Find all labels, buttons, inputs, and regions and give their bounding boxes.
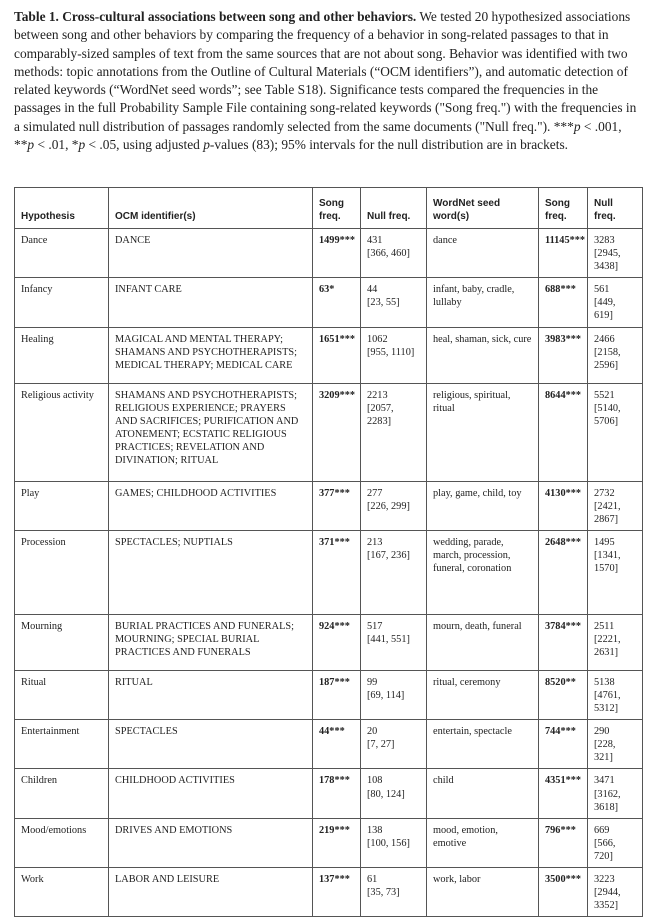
null-interval: [100, 156]	[367, 837, 410, 849]
null-interval: [2945, 3438]	[594, 248, 621, 273]
cell-song-freq-ocm: 219***	[313, 818, 361, 867]
cell-null-freq-ocm	[361, 720, 427, 769]
cell-null-freq-wordnet	[588, 818, 643, 867]
cell-wordnet: ritual, ceremony	[427, 670, 539, 719]
table-row	[15, 530, 643, 614]
caption-text: < .01, *	[34, 137, 79, 153]
cell-song-freq-wordnet: 4351***	[539, 769, 588, 818]
null-interval: [4761, 5312]	[594, 689, 621, 715]
null-freq-value: 2213	[367, 389, 388, 401]
null-interval: [2221, 2631]	[594, 633, 621, 659]
cell-null-freq-wordnet	[588, 278, 643, 327]
cell-ocm: SHAMANS AND PSYCHOTHERAPISTS; RELIGIOUS EXPERIENCE; PRAYERS AND SACRIFICES; PURIFICATION AND ATONEMENT; ECSTATIC RELIGIOUS PRACTICES; REVELATION AND DIVINATION; RITUAL	[109, 383, 313, 481]
table-row	[15, 481, 643, 530]
cell-song-freq-ocm: 924***	[313, 614, 361, 670]
cell-song-freq-wordnet: 744***	[539, 720, 588, 769]
null-freq-value: 5138	[594, 676, 615, 688]
p-symbol: p	[573, 118, 581, 134]
table-row	[15, 670, 643, 719]
header-null-freq-ocm: Null freq.	[361, 188, 427, 229]
cell-song-freq-ocm: 63*	[313, 278, 361, 327]
cell-wordnet: mourn, death, funeral	[427, 614, 539, 670]
cell-null-freq-ocm	[361, 278, 427, 327]
cell-wordnet: mood, emotion, emotive	[427, 818, 539, 867]
null-interval: [5140, 5706]	[594, 402, 621, 427]
null-freq-value: 2511	[594, 620, 615, 632]
null-freq-value: 517	[367, 620, 383, 632]
cell-ocm: SPECTACLES	[109, 720, 313, 769]
cell-ocm: RITUAL	[109, 670, 313, 719]
cell-null-freq-wordnet	[588, 383, 643, 481]
table-row	[15, 383, 643, 481]
null-freq-value: 108	[367, 775, 383, 787]
null-interval: [955, 1110]	[367, 346, 415, 358]
cell-ocm: DRIVES AND EMOTIONS	[109, 818, 313, 867]
cell-null-freq-ocm	[361, 614, 427, 670]
cell-null-freq-ocm	[361, 481, 427, 530]
cell-song-freq-wordnet: 796***	[539, 818, 588, 867]
cell-wordnet: religious, spiritual, ritual	[427, 383, 539, 481]
cell-song-freq-ocm: 1499***	[313, 229, 361, 278]
cell-hypothesis: Dance	[15, 229, 109, 278]
null-freq-value: 213	[367, 536, 383, 548]
cell-hypothesis: Work	[15, 867, 109, 916]
null-interval: [2158, 2596]	[594, 346, 621, 371]
table-row	[15, 229, 643, 278]
cell-wordnet: dance	[427, 229, 539, 278]
cell-song-freq-ocm: 187***	[313, 670, 361, 719]
cell-song-freq-wordnet: 8644***	[539, 383, 588, 481]
cell-hypothesis: Ritual	[15, 670, 109, 719]
cell-song-freq-ocm: 137***	[313, 867, 361, 916]
p-symbol: p	[27, 137, 35, 153]
null-freq-value: 669	[594, 824, 610, 836]
header-song-freq-ocm: Song freq.	[313, 188, 361, 229]
header-ocm: OCM identifier(s)	[109, 188, 313, 229]
table-row	[15, 720, 643, 769]
caption-title: Table 1. Cross-cultural associations between song and other behaviors.	[14, 9, 417, 24]
null-interval: [2421, 2867]	[594, 500, 621, 525]
null-interval: [228, 321]	[594, 739, 616, 764]
caption-text: < .001, **	[14, 118, 622, 153]
table-row	[15, 769, 643, 818]
cell-hypothesis: Entertainment	[15, 720, 109, 769]
null-freq-value: 290	[594, 726, 610, 738]
cell-null-freq-wordnet	[588, 670, 643, 719]
cell-hypothesis: Infancy	[15, 278, 109, 327]
null-interval: [449, 619]	[594, 297, 616, 322]
cell-ocm: SPECTACLES; NUPTIALS	[109, 530, 313, 614]
cell-hypothesis: Procession	[15, 530, 109, 614]
cell-song-freq-wordnet: 11145***	[539, 229, 588, 278]
cell-null-freq-wordnet	[588, 614, 643, 670]
null-freq-value: 2732	[594, 487, 615, 499]
null-interval: [2944, 3352]	[594, 887, 621, 912]
cell-hypothesis: Mood/emotions	[15, 818, 109, 867]
table-row	[15, 278, 643, 327]
cell-ocm: CHILDHOOD ACTIVITIES	[109, 769, 313, 818]
p-symbol: p	[78, 137, 86, 153]
cell-song-freq-ocm: 3209***	[313, 383, 361, 481]
table-row	[15, 867, 643, 916]
null-freq-value: 1062	[367, 333, 388, 345]
null-freq-value: 3471	[594, 775, 615, 787]
table-header-row	[15, 188, 643, 229]
caption-text: -values (83); 95% intervals for the null distribution are in brackets.	[209, 137, 569, 153]
cell-song-freq-ocm: 44***	[313, 720, 361, 769]
cell-null-freq-ocm	[361, 769, 427, 818]
cell-hypothesis: Healing	[15, 327, 109, 383]
cell-null-freq-wordnet	[588, 867, 643, 916]
header-null-freq-wordnet: Null freq.	[588, 188, 643, 229]
cell-hypothesis: Religious activity	[15, 383, 109, 481]
null-freq-value: 431	[367, 235, 383, 246]
null-freq-value: 2466	[594, 333, 615, 345]
cell-null-freq-wordnet	[588, 327, 643, 383]
cell-song-freq-wordnet: 688***	[539, 278, 588, 327]
cell-song-freq-wordnet: 2648***	[539, 530, 588, 614]
null-freq-value: 99	[367, 676, 378, 688]
null-interval: [80, 124]	[367, 788, 405, 800]
cell-ocm: LABOR AND LEISURE	[109, 867, 313, 916]
cell-null-freq-wordnet	[588, 769, 643, 818]
header-wordnet: WordNet seed word(s)	[427, 188, 539, 229]
caption-text: We tested 20 hypothesized associations between song and other behaviors by comparing the frequency of a behavior in song-related passages to that in comparably-sized samples of text from the same sources that are not about song. Behavior was identified with two methods: topic annotations from the Outline of Cultural Materials (“OCM identifiers”), and automatic detection of related keywords (“WordNet seed words”; see Table S18). Significance tests compared the frequencies in the passages in the full Probability Sample File containing song-related keywords ("Song freq.") with the frequencies in a simulated null distribution of passages randomly selected from the same documents ("Null freq."). ***	[14, 9, 637, 134]
cell-null-freq-ocm	[361, 383, 427, 481]
null-interval: [226, 299]	[367, 500, 410, 512]
null-interval: [3162, 3618]	[594, 788, 621, 813]
cell-song-freq-ocm: 178***	[313, 769, 361, 818]
null-freq-value: 5521	[594, 389, 615, 401]
cell-ocm: DANCE	[109, 229, 313, 278]
cell-hypothesis: Play	[15, 481, 109, 530]
cell-wordnet: child	[427, 769, 539, 818]
cell-ocm: INFANT CARE	[109, 278, 313, 327]
cell-song-freq-wordnet: 4130***	[539, 481, 588, 530]
cell-song-freq-ocm: 377***	[313, 481, 361, 530]
cell-null-freq-wordnet	[588, 720, 643, 769]
cell-ocm: MAGICAL AND MENTAL THERAPY; SHAMANS AND PSYCHOTHERAPISTS; MEDICAL THERAPY; MEDICAL CARE	[109, 327, 313, 383]
cell-null-freq-ocm	[361, 670, 427, 719]
results-table	[14, 187, 643, 917]
cell-ocm: GAMES; CHILDHOOD ACTIVITIES	[109, 481, 313, 530]
cell-null-freq-wordnet	[588, 530, 643, 614]
null-freq-value: 20	[367, 726, 378, 738]
cell-hypothesis: Mourning	[15, 614, 109, 670]
null-interval: [35, 73]	[367, 887, 400, 899]
null-interval: [366, 460]	[367, 248, 410, 260]
table-row	[15, 818, 643, 867]
cell-null-freq-ocm	[361, 867, 427, 916]
cell-null-freq-ocm	[361, 229, 427, 278]
null-interval: [1341, 1570]	[594, 549, 621, 575]
p-symbol: p	[203, 137, 210, 153]
cell-wordnet: work, labor	[427, 867, 539, 916]
cell-null-freq-ocm	[361, 818, 427, 867]
null-freq-value: 1495	[594, 536, 615, 548]
null-interval: [566, 720]	[594, 837, 616, 862]
null-freq-value: 138	[367, 824, 383, 836]
cell-null-freq-ocm	[361, 327, 427, 383]
null-interval: [2057, 2283]	[367, 402, 394, 427]
null-interval: [23, 55]	[367, 297, 400, 309]
null-freq-value: 3283	[594, 235, 615, 246]
caption-text: < .05, using adjusted	[85, 137, 204, 153]
cell-wordnet: entertain, spectacle	[427, 720, 539, 769]
cell-null-freq-wordnet	[588, 229, 643, 278]
cell-song-freq-ocm: 371***	[313, 530, 361, 614]
null-freq-value: 561	[594, 284, 610, 296]
cell-wordnet: heal, shaman, sick, cure	[427, 327, 539, 383]
null-freq-value: 3223	[594, 873, 615, 885]
cell-wordnet: play, game, child, toy	[427, 481, 539, 530]
table-row	[15, 327, 643, 383]
null-interval: [69, 114]	[367, 689, 405, 701]
cell-song-freq-wordnet: 8520**	[539, 670, 588, 719]
cell-ocm: BURIAL PRACTICES AND FUNERALS; MOURNING; SPECIAL BURIAL PRACTICES AND FUNERALS	[109, 614, 313, 670]
cell-song-freq-wordnet: 3983***	[539, 327, 588, 383]
cell-wordnet: infant, baby, cradle, lullaby	[427, 278, 539, 327]
header-song-freq-wordnet: Song freq.	[539, 188, 588, 229]
cell-song-freq-wordnet: 3784***	[539, 614, 588, 670]
table-caption	[14, 8, 644, 154]
cell-null-freq-wordnet	[588, 481, 643, 530]
null-freq-value: 277	[367, 487, 383, 499]
null-interval: [441, 551]	[367, 633, 410, 645]
header-hypothesis: Hypothesis	[15, 188, 109, 229]
null-interval: [7, 27]	[367, 739, 395, 751]
cell-hypothesis: Children	[15, 769, 109, 818]
null-freq-value: 44	[367, 284, 378, 296]
table-row	[15, 614, 643, 670]
cell-song-freq-ocm: 1651***	[313, 327, 361, 383]
cell-null-freq-ocm	[361, 530, 427, 614]
null-freq-value: 61	[367, 873, 378, 885]
cell-song-freq-wordnet: 3500***	[539, 867, 588, 916]
null-interval: [167, 236]	[367, 549, 410, 561]
cell-wordnet: wedding, parade, march, procession, funeral, coronation	[427, 530, 539, 614]
